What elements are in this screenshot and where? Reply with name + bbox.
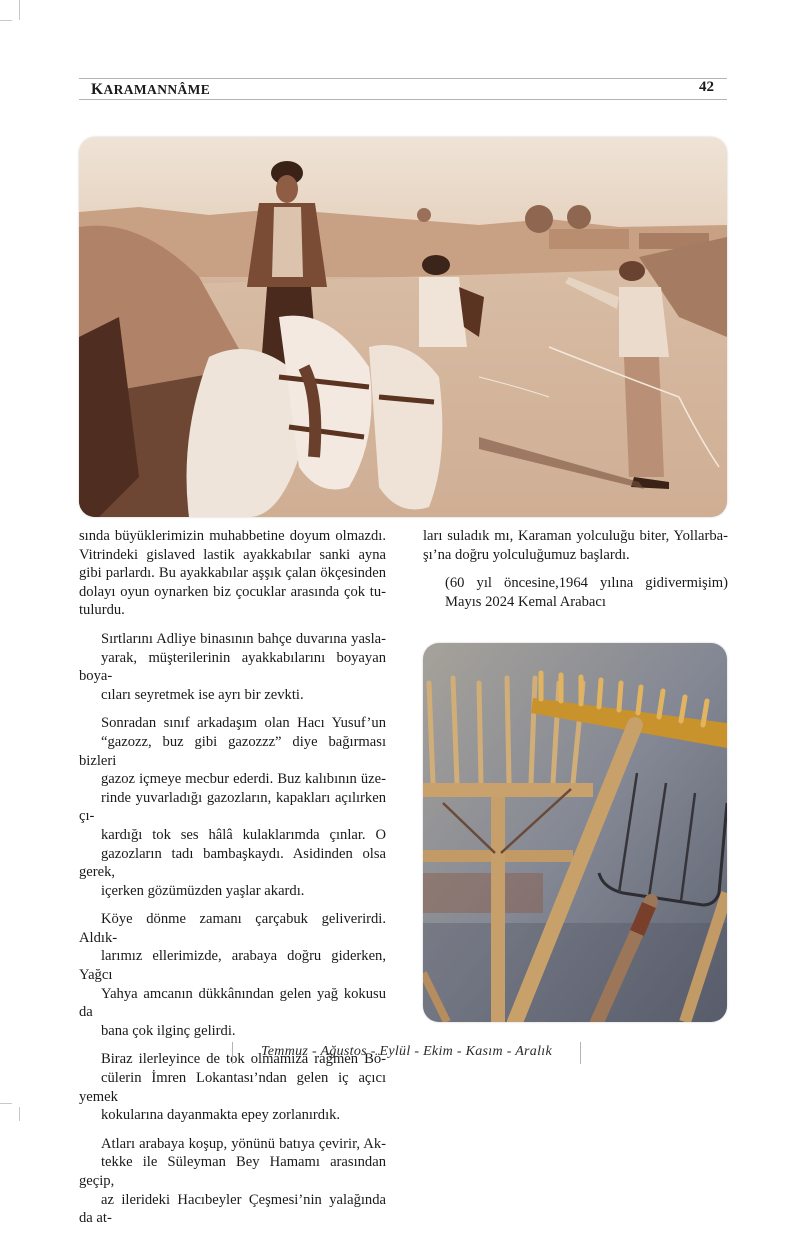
running-footer bbox=[232, 1042, 581, 1064]
paragraph bbox=[423, 574, 728, 611]
paragraph bbox=[79, 630, 386, 704]
paragraph bbox=[79, 1135, 386, 1228]
text-line: cıları seyretmek ise ayrı bir zevkti. bbox=[101, 686, 304, 703]
text-line: Köye dönme zamanı çarçabuk geliverirdi. Aldık- bbox=[79, 911, 386, 946]
text-line: kokularına dayanmakta epey zorlanırdık. bbox=[101, 1107, 341, 1124]
text-line: gazoz içmeye mecbur ederdi. Buz kalıbının üze- bbox=[101, 771, 386, 788]
text-line: Mayıs 2024 Kemal Arabacı bbox=[445, 593, 606, 610]
text-line: bana çok ilginç gelirdi. bbox=[101, 1022, 236, 1039]
text-line: kardığı tok ses hâlâ kulaklarımda çınlar. O bbox=[101, 826, 386, 843]
text-line: dolayı oyun oynarken biz çocuklar arasında çok tu- bbox=[79, 583, 386, 600]
title-rest: ARAMANNÂME bbox=[103, 82, 211, 97]
text-line: ları suladık mı, Karaman yolculuğu biter, Yollarba- bbox=[423, 528, 728, 544]
text-line: Sonradan sınıf arkadaşım olan Hacı Yusuf’un bbox=[101, 715, 386, 732]
paragraph bbox=[79, 527, 386, 620]
text-line: şı’na doğru yolculuğumuz başlardı. bbox=[423, 546, 630, 563]
text-line: Sırtlarını Adliye binasının bahçe duvarına yasla- bbox=[101, 630, 386, 647]
title-initial: K bbox=[91, 81, 104, 98]
text-line: Vitrindeki gislaved lastik ayakkabılar sanki ayna bbox=[79, 546, 386, 563]
sepia-photo-horse-cart bbox=[79, 137, 727, 517]
farm-tools-illustration bbox=[423, 643, 727, 1022]
text-line: tekke ile Süleyman Bey Hamamı arasından geçip, bbox=[79, 1154, 386, 1189]
issue-months: Temmuz - Ağustos - Eylül - Ekim - Kasım - Aralık bbox=[260, 1044, 552, 1059]
text-line: az ilerideki Hacıbeyler Çeşmesi’nin yalağında da at- bbox=[79, 1191, 386, 1227]
text-line: Atları arabaya koşup, yönünü batıya çevirir, Ak- bbox=[101, 1135, 386, 1152]
paragraph bbox=[79, 714, 386, 900]
text-line: yarak, müşterilerinin ayakkabılarını boyayan boya- bbox=[79, 649, 386, 685]
crop-mark bbox=[19, 1107, 20, 1121]
text-line: gazozların tadı bambaşkaydı. Asidinden olsa gerek, bbox=[79, 845, 386, 881]
wooden-farm-tools-photo bbox=[423, 643, 727, 1022]
text-line: Yahya amcanın dükkânından gelen yağ kokusu da bbox=[79, 985, 386, 1021]
sepia-photo-illustration bbox=[79, 137, 727, 517]
crop-mark bbox=[19, 0, 20, 20]
paragraph bbox=[79, 910, 386, 1040]
text-line: gibi parlardı. Bu ayakkabılar aşşık çalan ökçesinden bbox=[79, 565, 386, 582]
crop-mark bbox=[0, 1103, 12, 1104]
text-line: rinde yuvarladığı gazozların, kapakları açılırken çı- bbox=[79, 789, 386, 825]
article-column-left bbox=[79, 527, 386, 1238]
text-line: “gazozz, buz gibi gazozzz” diye bağırması bizleri bbox=[79, 733, 386, 769]
publication-title bbox=[91, 81, 210, 99]
page-number: 42 bbox=[699, 79, 714, 95]
text-line: sında büyüklerimizin muhabbetine doyum olmazdı. bbox=[79, 528, 386, 544]
running-header bbox=[79, 78, 727, 100]
text-line: içerken gözümüzden yaşlar akardı. bbox=[101, 882, 305, 899]
text-line: Biraz ilerleyince de tok olmamıza rağmen Bö- bbox=[101, 1051, 386, 1068]
crop-mark bbox=[0, 20, 12, 21]
paragraph bbox=[423, 527, 728, 564]
text-line: larımız ellerimizde, arabaya doğru giderken, Yağcı bbox=[79, 948, 386, 984]
text-line: (60 yıl öncesine,1964 yılına gidivermişim) bbox=[445, 575, 728, 592]
article-column-right bbox=[423, 527, 728, 621]
text-line: tulurdu. bbox=[79, 602, 125, 619]
text-line: cülerin İmren Lokantası’ndan gelen iç açıcı yemek bbox=[79, 1070, 386, 1105]
